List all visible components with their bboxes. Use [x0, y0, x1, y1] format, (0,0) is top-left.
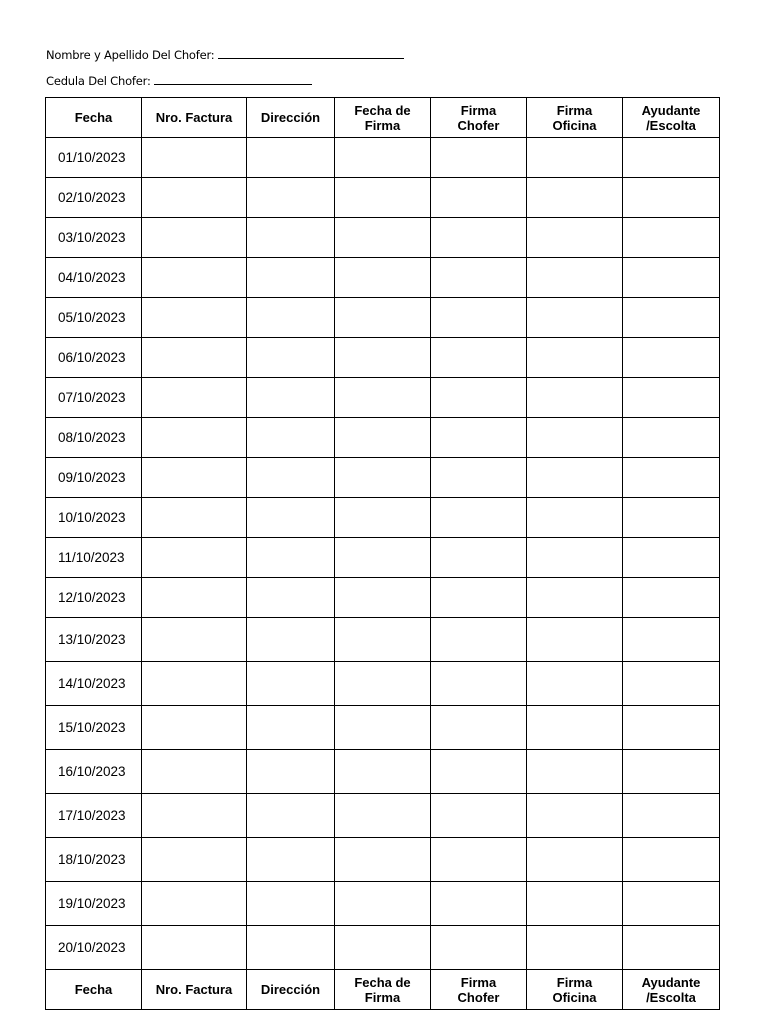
date-cell: 11/10/2023	[46, 538, 142, 578]
ayudante-escolta-cell[interactable]	[623, 838, 720, 882]
nro-factura-cell[interactable]	[142, 138, 247, 178]
nro-factura-cell[interactable]	[142, 926, 247, 970]
ayudante-escolta-cell[interactable]	[623, 178, 720, 218]
table-row	[46, 750, 720, 794]
direccion-cell[interactable]	[247, 498, 335, 538]
firma-oficina-cell[interactable]	[527, 298, 623, 338]
table-row	[46, 138, 720, 178]
table-row	[46, 458, 720, 498]
header-text: Chofer	[457, 989, 500, 1005]
ayudante-escolta-cell[interactable]	[623, 662, 720, 706]
header-text: Firma	[460, 974, 497, 990]
fecha-de-firma-cell[interactable]	[335, 882, 431, 926]
fecha-de-firma-cell[interactable]	[335, 418, 431, 458]
bottom-header-row	[46, 970, 720, 1010]
ayudante-escolta-cell[interactable]	[623, 578, 720, 618]
firma-oficina-cell[interactable]	[527, 578, 623, 618]
firma-chofer-cell[interactable]	[431, 838, 527, 882]
ayudante-escolta-cell[interactable]	[623, 338, 720, 378]
date-cell: 15/10/2023	[46, 706, 142, 750]
direccion-cell[interactable]	[247, 662, 335, 706]
header-text: Ayudante	[641, 974, 701, 990]
header-text: Firma	[364, 989, 401, 1005]
firma-oficina-cell[interactable]	[527, 218, 623, 258]
fecha-de-firma-cell[interactable]	[335, 794, 431, 838]
date-cell: 17/10/2023	[46, 794, 142, 838]
direccion-cell[interactable]	[247, 926, 335, 970]
header-text: Ayudante	[641, 102, 701, 118]
header-ayudante-escolta	[623, 98, 720, 138]
header-text: Fecha de	[354, 102, 411, 118]
date-cell: 05/10/2023	[46, 298, 142, 338]
direccion-cell[interactable]	[247, 538, 335, 578]
date-cell: 01/10/2023	[46, 138, 142, 178]
nro-factura-cell[interactable]	[142, 882, 247, 926]
firma-chofer-cell[interactable]	[431, 458, 527, 498]
ayudante-escolta-cell[interactable]	[623, 298, 720, 338]
date-cell: 08/10/2023	[46, 418, 142, 458]
header-text: Dirección	[260, 110, 321, 125]
table-row	[46, 298, 720, 338]
firma-oficina-cell[interactable]	[527, 458, 623, 498]
header-firma-oficina	[527, 970, 623, 1010]
driver-name-label: Nombre y Apellido Del Chofer:	[46, 48, 215, 62]
firma-chofer-cell[interactable]	[431, 882, 527, 926]
header-text: Nro. Factura	[155, 110, 233, 125]
firma-chofer-cell[interactable]	[431, 338, 527, 378]
ayudante-escolta-cell[interactable]	[623, 418, 720, 458]
table-row	[46, 882, 720, 926]
table-row	[46, 538, 720, 578]
date-cell: 13/10/2023	[46, 618, 142, 662]
header-fecha	[46, 98, 142, 138]
fecha-de-firma-cell[interactable]	[335, 498, 431, 538]
header-text: Dirección	[260, 982, 321, 997]
direccion-cell[interactable]	[247, 218, 335, 258]
table-row	[46, 378, 720, 418]
fecha-de-firma-cell[interactable]	[335, 662, 431, 706]
header-ayudante-escolta	[623, 970, 720, 1010]
fecha-de-firma-cell[interactable]	[335, 298, 431, 338]
firma-oficina-cell[interactable]	[527, 538, 623, 578]
direccion-cell[interactable]	[247, 418, 335, 458]
firma-chofer-cell[interactable]	[431, 258, 527, 298]
date-cell: 06/10/2023	[46, 338, 142, 378]
ayudante-escolta-cell[interactable]	[623, 750, 720, 794]
header-fecha	[46, 970, 142, 1010]
direccion-cell[interactable]	[247, 178, 335, 218]
firma-oficina-cell[interactable]	[527, 258, 623, 298]
date-cell: 14/10/2023	[46, 662, 142, 706]
ayudante-escolta-cell[interactable]	[623, 706, 720, 750]
direccion-cell[interactable]	[247, 838, 335, 882]
ayudante-escolta-cell[interactable]	[623, 138, 720, 178]
firma-chofer-cell[interactable]	[431, 618, 527, 662]
ayudante-escolta-cell[interactable]	[623, 618, 720, 662]
delivery-log-table	[45, 97, 720, 1010]
driver-id-field	[46, 73, 312, 88]
fecha-de-firma-cell[interactable]	[335, 538, 431, 578]
ayudante-escolta-cell[interactable]	[623, 458, 720, 498]
firma-oficina-cell[interactable]	[527, 882, 623, 926]
nro-factura-cell[interactable]	[142, 706, 247, 750]
table-row	[46, 578, 720, 618]
firma-oficina-cell[interactable]	[527, 618, 623, 662]
ayudante-escolta-cell[interactable]	[623, 378, 720, 418]
ayudante-escolta-cell[interactable]	[623, 258, 720, 298]
header-text: Oficina	[552, 989, 597, 1005]
header-text: /Escolta	[646, 989, 696, 1005]
date-cell: 09/10/2023	[46, 458, 142, 498]
header-firma-chofer	[431, 970, 527, 1010]
header-text: Firma	[556, 102, 593, 118]
header-fecha-de-firma	[335, 970, 431, 1010]
fecha-de-firma-cell[interactable]	[335, 458, 431, 498]
date-cell: 04/10/2023	[46, 258, 142, 298]
driver-id-label: Cedula Del Chofer:	[46, 74, 151, 88]
firma-oficina-cell[interactable]	[527, 662, 623, 706]
ayudante-escolta-cell[interactable]	[623, 218, 720, 258]
driver-id-input-line[interactable]	[154, 73, 312, 85]
header-text: Oficina	[552, 117, 597, 133]
firma-chofer-cell[interactable]	[431, 498, 527, 538]
nro-factura-cell[interactable]	[142, 662, 247, 706]
header-fecha-de-firma	[335, 98, 431, 138]
date-cell: 19/10/2023	[46, 882, 142, 926]
date-cell: 20/10/2023	[46, 926, 142, 970]
table-row	[46, 838, 720, 882]
firma-oficina-cell[interactable]	[527, 498, 623, 538]
header-text: Firma	[364, 117, 401, 133]
firma-chofer-cell[interactable]	[431, 662, 527, 706]
header-text: /Escolta	[646, 117, 696, 133]
table-row	[46, 926, 720, 970]
firma-chofer-cell[interactable]	[431, 750, 527, 794]
fecha-de-firma-cell[interactable]	[335, 138, 431, 178]
table-row	[46, 794, 720, 838]
header-direccion	[247, 970, 335, 1010]
direccion-cell[interactable]	[247, 706, 335, 750]
fecha-de-firma-cell[interactable]	[335, 258, 431, 298]
header-nro-factura	[142, 98, 247, 138]
table-row	[46, 178, 720, 218]
nro-factura-cell[interactable]	[142, 750, 247, 794]
firma-chofer-cell[interactable]	[431, 538, 527, 578]
firma-oficina-cell[interactable]	[527, 706, 623, 750]
table-row	[46, 618, 720, 662]
driver-name-field	[46, 47, 404, 62]
header-firma-oficina	[527, 98, 623, 138]
direccion-cell[interactable]	[247, 298, 335, 338]
firma-oficina-cell[interactable]	[527, 138, 623, 178]
direccion-cell[interactable]	[247, 258, 335, 298]
firma-chofer-cell[interactable]	[431, 706, 527, 750]
date-cell: 18/10/2023	[46, 838, 142, 882]
nro-factura-cell[interactable]	[142, 498, 247, 538]
firma-chofer-cell[interactable]	[431, 218, 527, 258]
ayudante-escolta-cell[interactable]	[623, 538, 720, 578]
fecha-de-firma-cell[interactable]	[335, 378, 431, 418]
nro-factura-cell[interactable]	[142, 794, 247, 838]
nro-factura-cell[interactable]	[142, 418, 247, 458]
direccion-cell[interactable]	[247, 338, 335, 378]
nro-factura-cell[interactable]	[142, 298, 247, 338]
direccion-cell[interactable]	[247, 618, 335, 662]
table-row	[46, 338, 720, 378]
nro-factura-cell[interactable]	[142, 578, 247, 618]
direccion-cell[interactable]	[247, 458, 335, 498]
firma-chofer-cell[interactable]	[431, 926, 527, 970]
nro-factura-cell[interactable]	[142, 338, 247, 378]
nro-factura-cell[interactable]	[142, 378, 247, 418]
firma-oficina-cell[interactable]	[527, 378, 623, 418]
firma-oficina-cell[interactable]	[527, 838, 623, 882]
firma-oficina-cell[interactable]	[527, 178, 623, 218]
direccion-cell[interactable]	[247, 578, 335, 618]
header-text: Fecha	[74, 110, 113, 125]
date-cell: 12/10/2023	[46, 578, 142, 618]
firma-chofer-cell[interactable]	[431, 418, 527, 458]
table-row	[46, 662, 720, 706]
header-direccion	[247, 98, 335, 138]
nro-factura-cell[interactable]	[142, 538, 247, 578]
fecha-de-firma-cell[interactable]	[335, 706, 431, 750]
fecha-de-firma-cell[interactable]	[335, 750, 431, 794]
header-text: Fecha de	[354, 974, 411, 990]
ayudante-escolta-cell[interactable]	[623, 926, 720, 970]
table-row	[46, 706, 720, 750]
date-cell: 03/10/2023	[46, 218, 142, 258]
header-text: Chofer	[457, 117, 500, 133]
header-text: Firma	[556, 974, 593, 990]
firma-chofer-cell[interactable]	[431, 794, 527, 838]
header-nro-factura	[142, 970, 247, 1010]
header-text: Nro. Factura	[155, 982, 233, 997]
firma-oficina-cell[interactable]	[527, 750, 623, 794]
table-row	[46, 218, 720, 258]
table-row	[46, 498, 720, 538]
date-cell: 07/10/2023	[46, 378, 142, 418]
firma-oficina-cell[interactable]	[527, 794, 623, 838]
direccion-cell[interactable]	[247, 138, 335, 178]
nro-factura-cell[interactable]	[142, 258, 247, 298]
direccion-cell[interactable]	[247, 750, 335, 794]
date-cell: 16/10/2023	[46, 750, 142, 794]
top-header-row	[46, 98, 720, 138]
ayudante-escolta-cell[interactable]	[623, 794, 720, 838]
firma-chofer-cell[interactable]	[431, 298, 527, 338]
firma-chofer-cell[interactable]	[431, 578, 527, 618]
nro-factura-cell[interactable]	[142, 618, 247, 662]
fecha-de-firma-cell[interactable]	[335, 578, 431, 618]
fecha-de-firma-cell[interactable]	[335, 618, 431, 662]
firma-chofer-cell[interactable]	[431, 138, 527, 178]
firma-oficina-cell[interactable]	[527, 418, 623, 458]
nro-factura-cell[interactable]	[142, 838, 247, 882]
fecha-de-firma-cell[interactable]	[335, 338, 431, 378]
nro-factura-cell[interactable]	[142, 178, 247, 218]
table-row	[46, 258, 720, 298]
date-cell: 02/10/2023	[46, 178, 142, 218]
date-cell: 10/10/2023	[46, 498, 142, 538]
table-row	[46, 418, 720, 458]
ayudante-escolta-cell[interactable]	[623, 498, 720, 538]
fecha-de-firma-cell[interactable]	[335, 838, 431, 882]
ayudante-escolta-cell[interactable]	[623, 882, 720, 926]
firma-oficina-cell[interactable]	[527, 338, 623, 378]
header-firma-chofer	[431, 98, 527, 138]
firma-chofer-cell[interactable]	[431, 178, 527, 218]
nro-factura-cell[interactable]	[142, 458, 247, 498]
firma-chofer-cell[interactable]	[431, 378, 527, 418]
fecha-de-firma-cell[interactable]	[335, 178, 431, 218]
driver-name-input-line[interactable]	[218, 47, 404, 59]
direccion-cell[interactable]	[247, 378, 335, 418]
direccion-cell[interactable]	[247, 794, 335, 838]
fecha-de-firma-cell[interactable]	[335, 218, 431, 258]
nro-factura-cell[interactable]	[142, 218, 247, 258]
header-text: Fecha	[74, 982, 113, 997]
direccion-cell[interactable]	[247, 882, 335, 926]
fecha-de-firma-cell[interactable]	[335, 926, 431, 970]
firma-oficina-cell[interactable]	[527, 926, 623, 970]
header-text: Firma	[460, 102, 497, 118]
